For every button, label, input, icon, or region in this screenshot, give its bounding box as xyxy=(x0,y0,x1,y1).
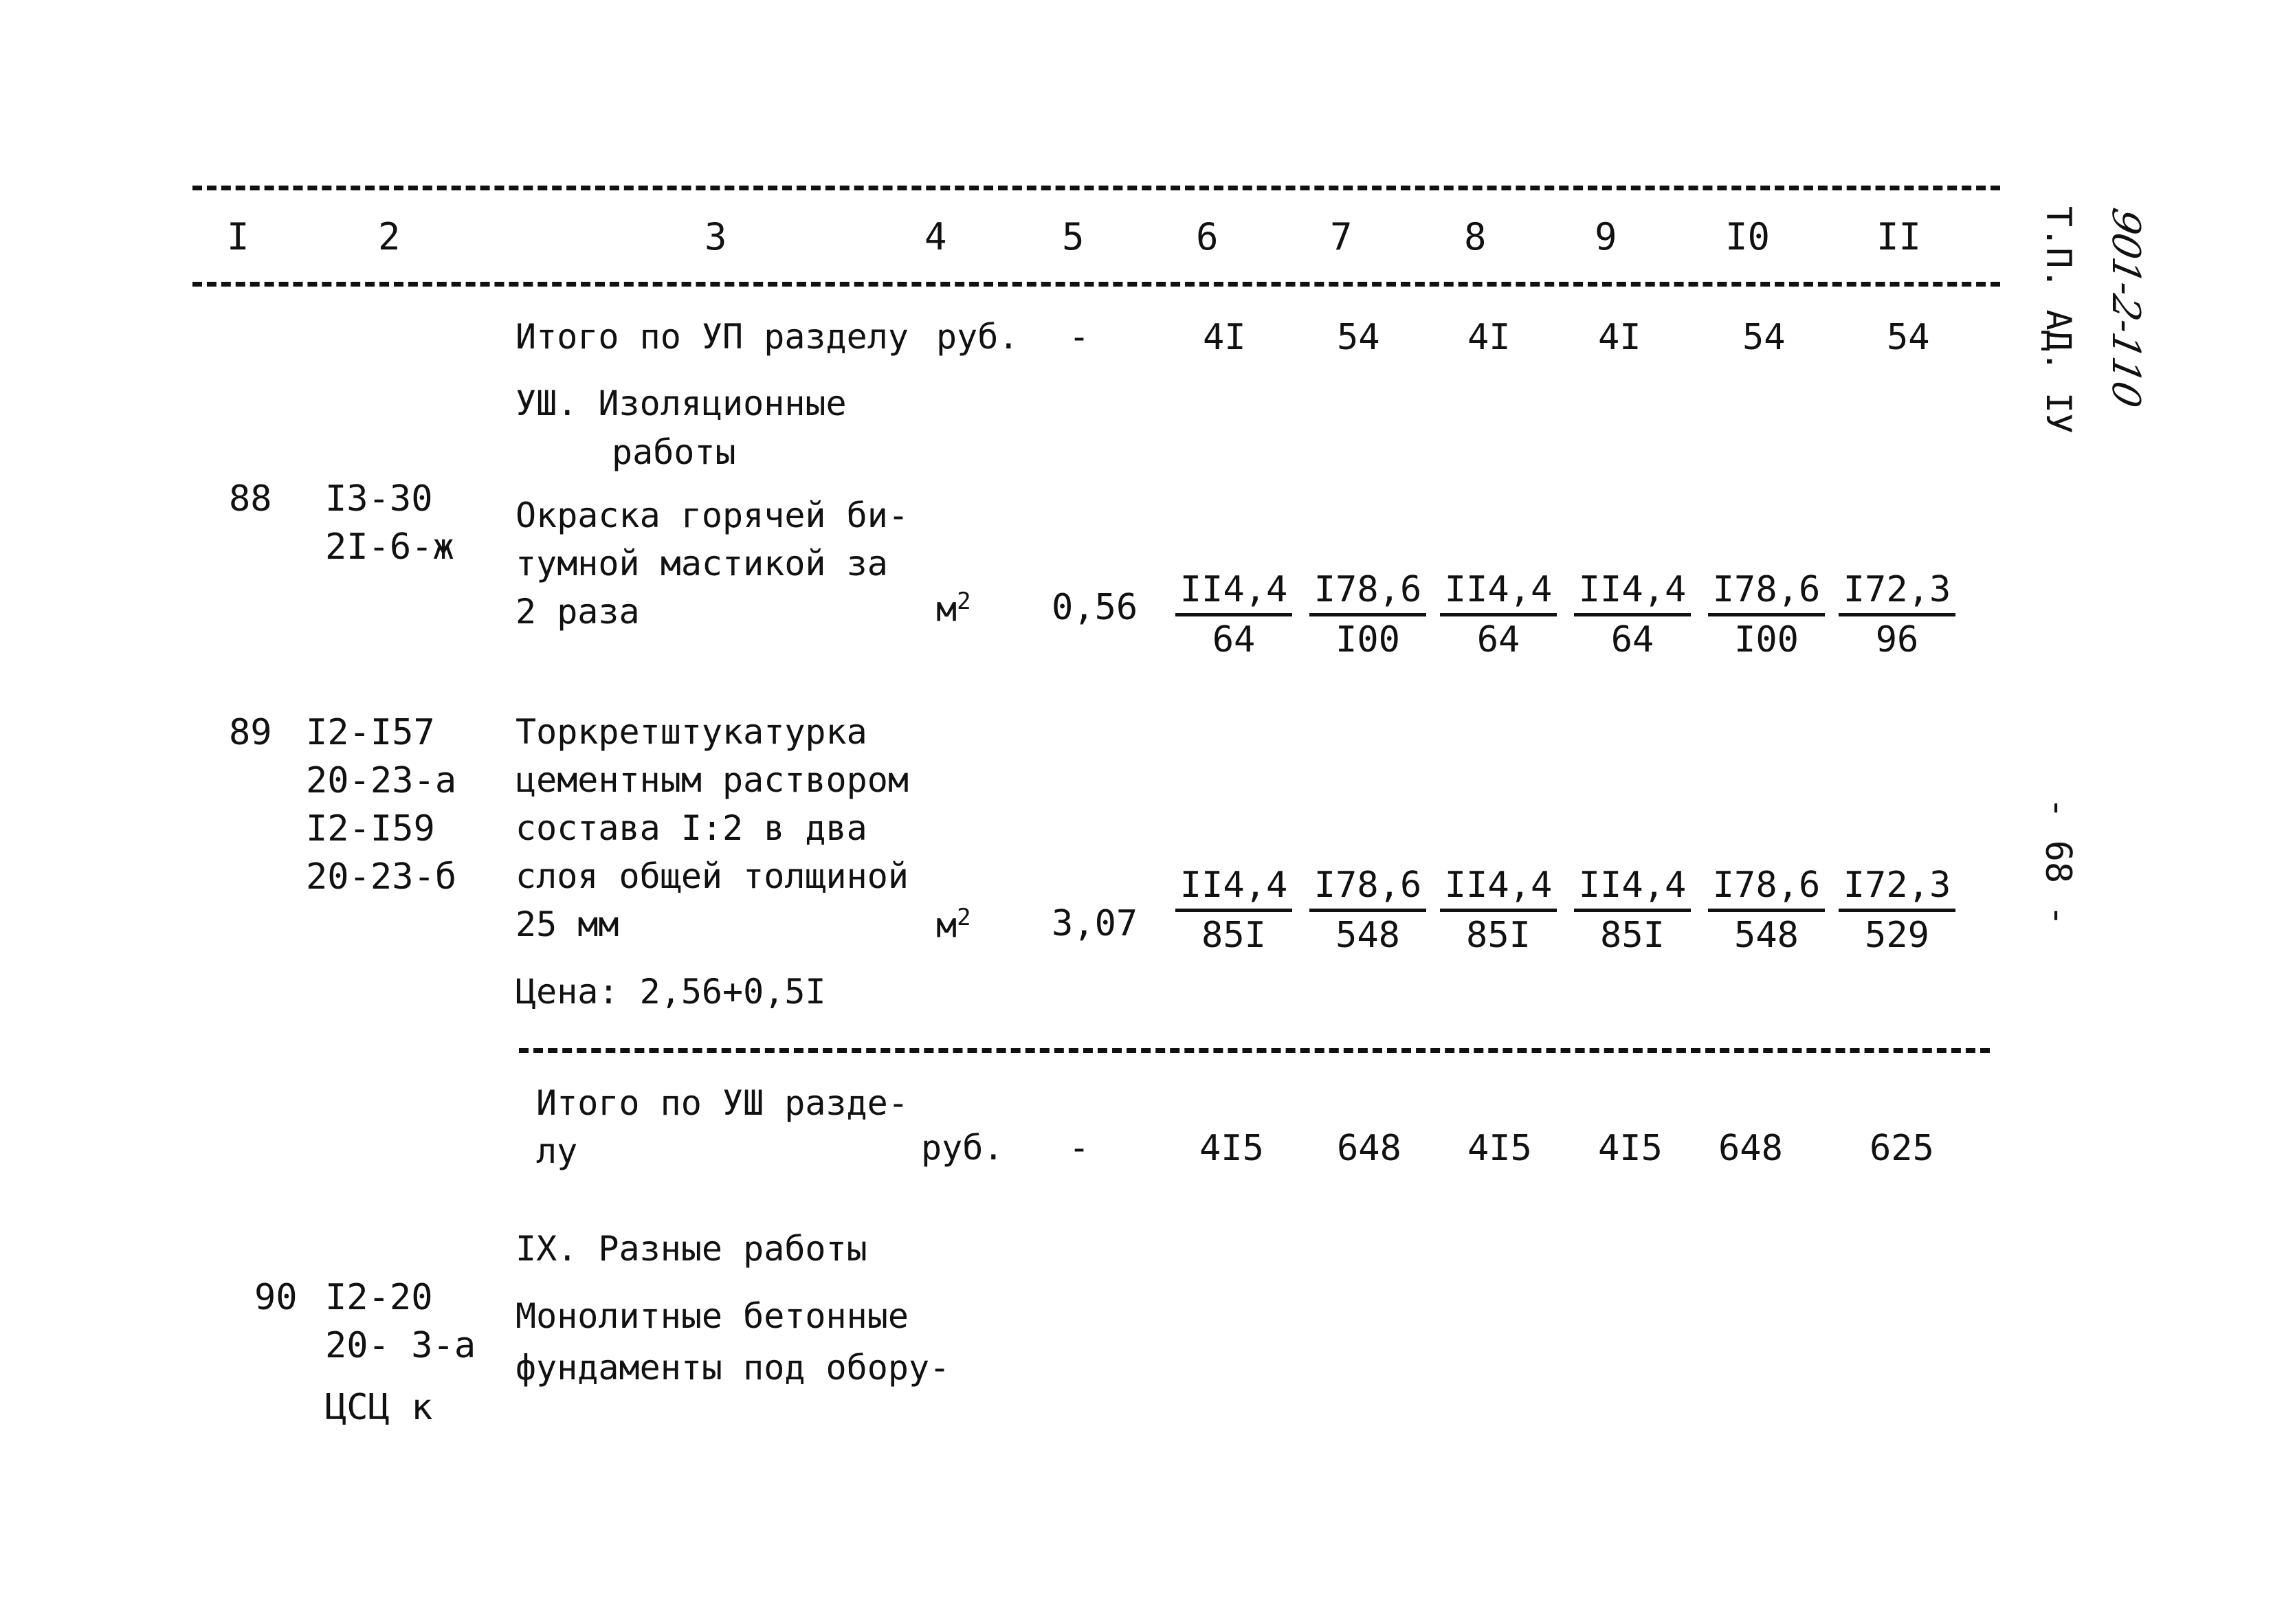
row89-desc-line3: состава I:2 в два xyxy=(515,808,867,848)
col-9: 9 xyxy=(1595,215,1617,258)
col-4: 4 xyxy=(924,215,947,258)
row89-desc-line1: Торкретштукатурка xyxy=(515,712,867,752)
total7-v8: 4I xyxy=(1467,317,1511,358)
total8-v11: 625 xyxy=(1870,1128,1934,1169)
total7-v6: 4I xyxy=(1203,317,1246,358)
row89-desc-line4: слоя общей толщиной xyxy=(515,856,909,896)
row89-col9: $\frac{II4,4}{85I}$ xyxy=(1574,867,1691,953)
section-separator-rule xyxy=(519,1048,1990,1053)
row89-col11: $\frac{I72,3}{529}$ xyxy=(1839,867,1955,953)
row88-code1: I3-30 xyxy=(325,478,433,520)
row89-col8: $\frac{II4,4}{85I}$ xyxy=(1440,867,1557,953)
row90-desc-line1: Монолитные бетонные xyxy=(515,1296,909,1336)
row89-unit: $м^2$ xyxy=(936,904,971,946)
row89-col6: $\frac{II4,4}{85I}$ xyxy=(1175,867,1292,953)
total7-qty: - xyxy=(1069,317,1090,357)
row89-code4: 20-23-б xyxy=(306,856,457,898)
total7-v10: 54 xyxy=(1742,317,1786,358)
row88-code2: 2I-6-ж xyxy=(325,526,454,568)
row89-col10: $\frac{I78,6}{548}$ xyxy=(1708,867,1825,953)
row90-code1: I2-20 xyxy=(325,1277,433,1318)
header-bottom-rule xyxy=(192,282,2000,287)
row90-number: 90 xyxy=(254,1277,298,1318)
row89-col7: $\frac{I78,6}{548}$ xyxy=(1309,867,1426,953)
row88-qty: 0,56 xyxy=(1052,587,1138,628)
row89-number: 89 xyxy=(229,712,272,753)
row90-code2: 20- 3-а xyxy=(325,1325,476,1366)
total8-v10: 648 xyxy=(1718,1128,1783,1169)
col-8: 8 xyxy=(1464,215,1487,258)
total8-v6: 4I5 xyxy=(1199,1128,1264,1169)
row88-col9: $\frac{II4,4}{64}$ xyxy=(1574,572,1691,658)
side-handwritten-number: 901-2-110 xyxy=(2103,204,2148,412)
page-number: - 68 - xyxy=(2037,797,2078,926)
col-1: I xyxy=(227,215,250,258)
row88-desc-line1: Окраска горячей би- xyxy=(515,496,909,535)
col-7: 7 xyxy=(1330,215,1353,258)
row88-desc-line3: 2 раза xyxy=(515,592,640,632)
row88-desc-line2: тумной мастикой за xyxy=(515,544,888,583)
col-2: 2 xyxy=(378,215,401,258)
section8-title-line1: УШ. Изоляционные xyxy=(515,383,847,423)
total8-v9: 4I5 xyxy=(1598,1128,1663,1169)
row89-code1: I2-I57 xyxy=(306,712,435,753)
total7-v7: 54 xyxy=(1337,317,1380,358)
total8-unit: руб. xyxy=(921,1128,1004,1168)
row89-qty: 3,07 xyxy=(1052,903,1138,944)
section9-title: IX. Разные работы xyxy=(515,1229,867,1269)
total8-qty: - xyxy=(1069,1128,1090,1168)
row89-price: Цена: 2,56+0,5I xyxy=(515,972,826,1012)
col-11: II xyxy=(1876,215,1922,258)
row90-desc-line2: фундаменты под обору- xyxy=(515,1348,951,1388)
row88-col6: $\frac{II4,4}{64}$ xyxy=(1175,572,1292,658)
col-10: I0 xyxy=(1725,215,1771,258)
total7-unit: руб. xyxy=(936,317,1019,357)
row88-col8: $\frac{II4,4}{64}$ xyxy=(1440,572,1557,658)
row89-code2: 20-23-а xyxy=(306,760,457,801)
section8-title-line2: работы xyxy=(612,432,736,472)
row89-code3: I2-I59 xyxy=(306,808,435,849)
row90-code3: ЦСЦ к xyxy=(325,1387,433,1428)
total7-v9: 4I xyxy=(1598,317,1641,358)
total8-v8: 4I5 xyxy=(1467,1128,1532,1169)
row89-desc-line2: цементным раствором xyxy=(515,760,909,800)
row88-unit: $м^2$ xyxy=(936,588,971,630)
col-3: 3 xyxy=(705,215,727,258)
row88-col11: $\frac{I72,3}{96}$ xyxy=(1839,572,1955,658)
row88-col7: $\frac{I78,6}{I00}$ xyxy=(1309,572,1426,658)
row88-number: 88 xyxy=(229,478,272,520)
total7-v11: 54 xyxy=(1887,317,1930,358)
col-6: 6 xyxy=(1196,215,1219,258)
col-5: 5 xyxy=(1062,215,1085,258)
total8-label-line1: Итого по УШ разде- xyxy=(536,1083,909,1123)
total7-label: Итого по УП разделу xyxy=(515,317,909,357)
row88-col10: $\frac{I78,6}{I00}$ xyxy=(1708,572,1825,658)
header-top-rule xyxy=(192,186,2000,190)
total8-label-line2: лу xyxy=(536,1131,578,1171)
side-code: Т.П. АД. IУ xyxy=(2039,206,2078,434)
row89-desc-line5: 25 мм xyxy=(515,904,619,944)
total8-v7: 648 xyxy=(1337,1128,1401,1169)
